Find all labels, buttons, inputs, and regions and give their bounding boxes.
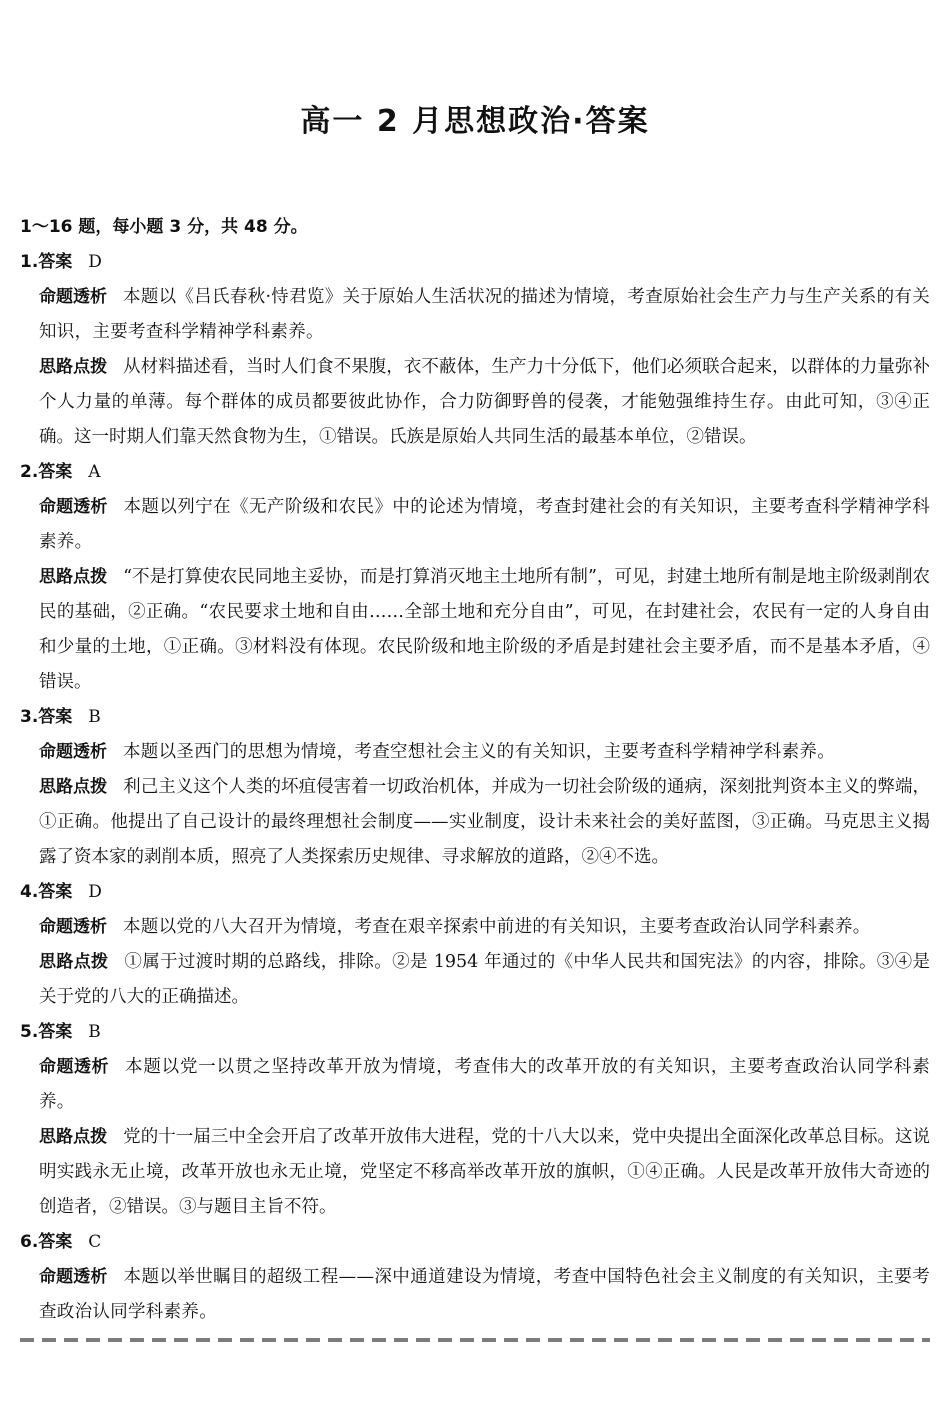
answer-value: B [88, 707, 101, 727]
hint-paragraph [20, 560, 930, 700]
answer-value: D [88, 252, 102, 272]
analysis-paragraph [20, 910, 930, 945]
question-header [20, 1015, 930, 1050]
analysis-label: 命题透析 [39, 742, 107, 762]
question-header [20, 455, 930, 490]
question-3 [20, 700, 930, 875]
analysis-paragraph [20, 280, 930, 350]
hint-label: 思路点拨 [39, 357, 108, 377]
answer-label: 答案 [38, 707, 73, 727]
answer-label: 答案 [38, 882, 73, 902]
analysis-paragraph [20, 1050, 930, 1120]
question-header [20, 700, 930, 735]
page-title: 高一 2 月思想政治·答案 [300, 104, 650, 139]
hint-paragraph [20, 770, 930, 875]
answer-label: 答案 [38, 252, 73, 272]
hint-text: “不是打算使农民同地主妥协，而是打算消灭地主土地所有制”，可见，封建土地所有制是地主阶级剥削农民的基础，②正确。“农民要求土地和自由……全部土地和充分自由”，可见，在封建社会，农民有一定的人身自由和少量的土地，①正确。③材料没有体现。农民阶级和地主阶级的矛盾是封建社会主要矛盾，而不是基本矛盾，④错误。 [39, 567, 931, 692]
answer-label: 答案 [38, 1232, 73, 1252]
hint-text: ①属于过渡时期的总路线，排除。②是 1954 年通过的《中华人民共和国宪法》的内容，排除。③④是关于党的八大的正确描述。 [39, 952, 930, 1007]
analysis-text: 本题以圣西门的思想为情境，考查空想社会主义的有关知识，主要考查科学精神学科素养。 [123, 742, 835, 762]
answer-value: D [88, 882, 102, 902]
cut-off-text-fragment [20, 1338, 930, 1342]
answer-value: C [88, 1232, 102, 1252]
answer-content [20, 210, 930, 1330]
answer-label: 答案 [38, 1022, 73, 1042]
analysis-text: 本题以举世瞩目的超级工程——深中通道建设为情境，考查中国特色社会主义制度的有关知识，主要考查政治认同学科素养。 [39, 1267, 931, 1322]
question-header [20, 875, 930, 910]
hint-text: 党的十一届三中全会开启了改革开放伟大进程，党的十八大以来，党中央提出全面深化改革总目标。这说明实践永无止境，改革开放也永无止境，党坚定不移高举改革开放的旗帜，①④正确。人民是改革开放伟大奇迹的创造者，②错误。③与题目主旨不符。 [39, 1127, 931, 1217]
question-5 [20, 1015, 930, 1225]
answer-value: B [88, 1022, 101, 1042]
cut-off-line [20, 1330, 930, 1342]
answer-value: A [88, 462, 101, 482]
hint-label: 思路点拨 [39, 567, 108, 587]
section-intro: 1～16 题，每小题 3 分，共 48 分。 [20, 217, 308, 237]
question-header [20, 245, 930, 280]
question-header [20, 1225, 930, 1260]
analysis-text: 本题以党的八大召开为情境，考查在艰辛探索中前进的有关知识，主要考查政治认同学科素养。 [123, 917, 871, 937]
analysis-label: 命题透析 [39, 917, 107, 937]
analysis-label: 命题透析 [39, 497, 108, 517]
question-number: 5. [20, 1022, 39, 1042]
question-1 [20, 245, 930, 455]
question-number: 3. [20, 707, 39, 727]
analysis-text: 本题以党一以贯之坚持改革开放为情境，考查伟大的改革开放的有关知识，主要考查政治认同学科素养。 [39, 1057, 930, 1112]
hint-paragraph [20, 1120, 930, 1225]
hint-paragraph [20, 945, 930, 1015]
answer-label: 答案 [38, 462, 73, 482]
hint-label: 思路点拨 [39, 777, 108, 797]
question-4 [20, 875, 930, 1015]
hint-text: 利己主义这个人类的坏疽侵害着一切政治机体，并成为一切社会阶级的通病，深刻批判资本主义的弊端，①正确。他提出了自己设计的最终理想社会制度——实业制度，设计未来社会的美好蓝图，③正确。马克思主义揭露了资本家的剥削本质，照亮了人类探索历史规律、寻求解放的道路，②④不选。 [39, 777, 931, 867]
question-number: 4. [20, 882, 39, 902]
hint-label: 思路点拨 [39, 1127, 108, 1147]
analysis-paragraph [20, 1260, 930, 1330]
analysis-paragraph [20, 735, 930, 770]
hint-text: 从材料描述看，当时人们食不果腹，衣不蔽体，生产力十分低下，他们必须联合起来，以群体的力量弥补个人力量的单薄。每个群体的成员都要彼此协作，合力防御野兽的侵袭，才能勉强维持生存。由此可知，③④正确。这一时期人们靠天然食物为生，①错误。氏族是原始人共同生活的最基本单位，②错误。 [39, 357, 931, 447]
analysis-paragraph [20, 490, 930, 560]
question-number: 1. [20, 252, 39, 272]
question-number: 2. [20, 462, 39, 482]
hint-label: 思路点拨 [39, 952, 109, 972]
question-2 [20, 455, 930, 700]
question-6 [20, 1225, 930, 1330]
analysis-text: 本题以《吕氏春秋·恃君览》关于原始人生活状况的描述为情境，考查原始社会生产力与生产关系的有关知识，主要考查科学精神学科素养。 [39, 287, 931, 342]
analysis-label: 命题透析 [39, 287, 108, 307]
analysis-label: 命题透析 [39, 1267, 108, 1287]
hint-paragraph [20, 350, 930, 455]
question-number: 6. [20, 1232, 39, 1252]
analysis-text: 本题以列宁在《无产阶级和农民》中的论述为情境，考查封建社会的有关知识，主要考查科学精神学科素养。 [39, 497, 930, 552]
analysis-label: 命题透析 [39, 1057, 110, 1077]
